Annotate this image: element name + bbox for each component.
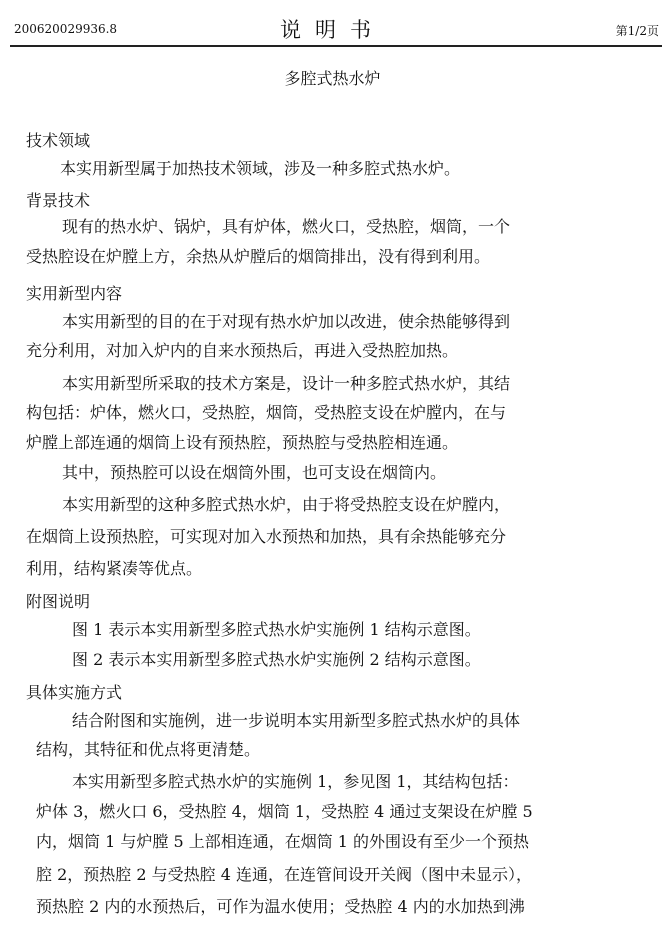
- paragraph-line: 炉体 3，燃火口 6，受热腔 4，烟筒 1，受热腔 4 通过支架设在炉膛 5: [36, 802, 533, 821]
- section-heading-embodiment: 具体实施方式: [26, 683, 123, 702]
- paragraph-line: 腔 2，预热腔 2 与受热腔 4 连通，在连管间设开关阀（图中未显示），: [36, 865, 532, 884]
- page-header: [0, 0, 665, 50]
- paragraph-line: 受热腔设在炉膛上方，余热从炉膛后的烟筒排出，没有得到利用。: [26, 247, 491, 266]
- paragraph-line: 本实用新型所采取的技术方案是，设计一种多腔式热水炉，其结: [62, 374, 511, 393]
- paragraph-line: 结合附图和实施例，进一步说明本实用新型多腔式热水炉的具体: [72, 711, 521, 730]
- document-title: 多腔式热水炉: [284, 69, 381, 88]
- paragraph-line: 充分利用，对加入炉内的自来水预热后，再进入受热腔加热。: [26, 341, 459, 360]
- section-heading-background: 背景技术: [26, 191, 91, 210]
- paragraph-line: 本实用新型多腔式热水炉的实施例 1，参见图 1，其结构包括：: [72, 772, 519, 791]
- paragraph-line: 预热腔 2 内的水预热后，可作为温水使用；受热腔 4 内的水加热到沸: [36, 897, 525, 916]
- paragraph-line: 本实用新型的目的在于对现有热水炉加以改进，使余热能够得到: [62, 312, 511, 331]
- paragraph-line: 构包括：炉体，燃火口，受热腔，烟筒，受热腔支设在炉膛内，在与: [26, 403, 507, 422]
- paragraph-line: 本实用新型的这种多腔式热水炉，由于将受热腔支设在炉膛内，: [62, 495, 511, 514]
- paragraph-line: 利用，结构紧凑等优点。: [26, 559, 203, 578]
- paragraph-line: 现有的热水炉、锅炉，具有炉体，燃火口，受热腔，烟筒，一个: [62, 217, 511, 236]
- paragraph-line: 图 1 表示本实用新型多腔式热水炉实施例 1 结构示意图。: [72, 620, 481, 639]
- paragraph-line: 内，烟筒 1 与炉膛 5 上部相连通，在烟筒 1 的外围设有至少一个预热: [36, 832, 530, 851]
- paragraph-line: 在烟筒上设预热腔，可实现对加入水预热和加热，具有余热能够充分: [26, 527, 507, 546]
- section-heading-tech-field: 技术领域: [26, 131, 91, 150]
- paragraph-line: 本实用新型属于加热技术领域，涉及一种多腔式热水炉。: [60, 159, 461, 178]
- section-heading-figures: 附图说明: [26, 592, 91, 611]
- paragraph-line: 结构，其特征和优点将更清楚。: [36, 740, 261, 759]
- section-heading-content: 实用新型内容: [26, 284, 123, 303]
- header-divider: [10, 45, 662, 47]
- header-title: 说明书: [280, 18, 385, 42]
- paragraph-line: 图 2 表示本实用新型多腔式热水炉实施例 2 结构示意图。: [72, 650, 481, 669]
- paragraph-line: 其中，预热腔可以设在烟筒外围，也可支设在烟筒内。: [62, 463, 447, 482]
- page-number: 第1/2页: [615, 24, 659, 38]
- paragraph-line: 炉膛上部连通的烟筒上设有预热腔，预热腔与受热腔相连通。: [26, 433, 459, 452]
- application-number: 200620029936.8: [14, 22, 118, 36]
